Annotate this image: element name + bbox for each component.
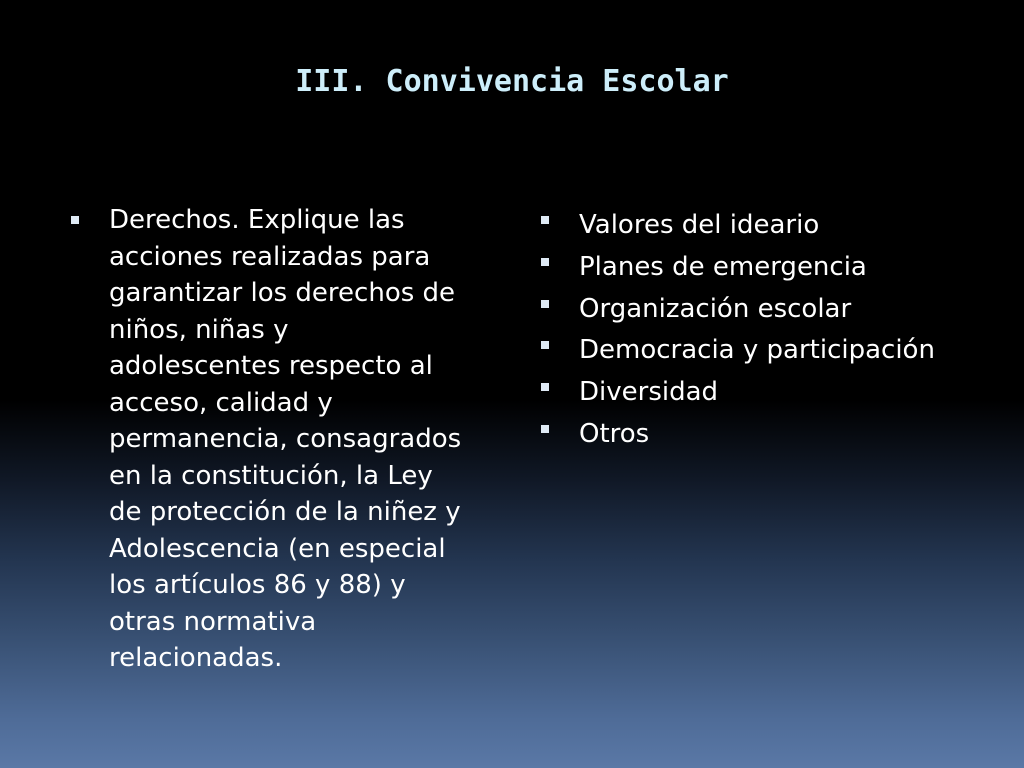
bullet-text: Diversidad [579, 377, 719, 408]
bullet-line: los artículos 86 y 88) y [109, 570, 406, 600]
bullet-item-otros [540, 411, 980, 458]
bullet-line: relacionadas. [109, 643, 283, 673]
bullet-item-organizacion [540, 286, 980, 333]
bullet-line: Derechos. Explique las [109, 205, 405, 235]
left-bullet-list [70, 202, 500, 677]
bullet-line: en la constitución, la Ley [109, 460, 433, 491]
square-bullet-icon [541, 341, 549, 349]
bullet-line: adolescentes respecto al [109, 351, 433, 381]
bullet-line: acceso, calidad y [109, 387, 333, 418]
square-bullet-icon [541, 425, 549, 433]
bullet-line: permanencia, consagrados [109, 424, 462, 454]
square-bullet-icon [541, 216, 549, 224]
bullet-text: Planes de emergencia [579, 251, 867, 282]
bullet-line: niños, niñas y [109, 314, 289, 345]
bullet-item-democracia [540, 327, 980, 374]
bullet-line: de protección de la niñez y [109, 497, 461, 527]
right-bullet-list [540, 202, 980, 458]
bullet-text: Otros [579, 418, 650, 449]
bullet-line: garantizar los derechos de [109, 278, 456, 308]
square-bullet-icon [541, 258, 549, 266]
square-bullet-icon [541, 300, 549, 308]
bullet-line: otras normativa [109, 606, 317, 637]
bullet-item-diversidad [540, 369, 980, 416]
square-bullet-icon [541, 383, 549, 391]
bullet-text: Organización escolar [579, 293, 852, 324]
bullet-text: Democracia y participación [579, 335, 935, 366]
bullet-line: acciones realizadas para [109, 241, 431, 272]
bullet-item-planes [540, 244, 980, 291]
bullet-line: Adolescencia (en especial [109, 533, 446, 564]
bullet-item-valores [540, 202, 980, 249]
bullet-item-derechos [70, 202, 500, 677]
square-bullet-icon [71, 216, 79, 224]
slide-title: III. Convivencia Escolar [295, 64, 729, 99]
bullet-text: Valores del ideario [579, 210, 820, 240]
